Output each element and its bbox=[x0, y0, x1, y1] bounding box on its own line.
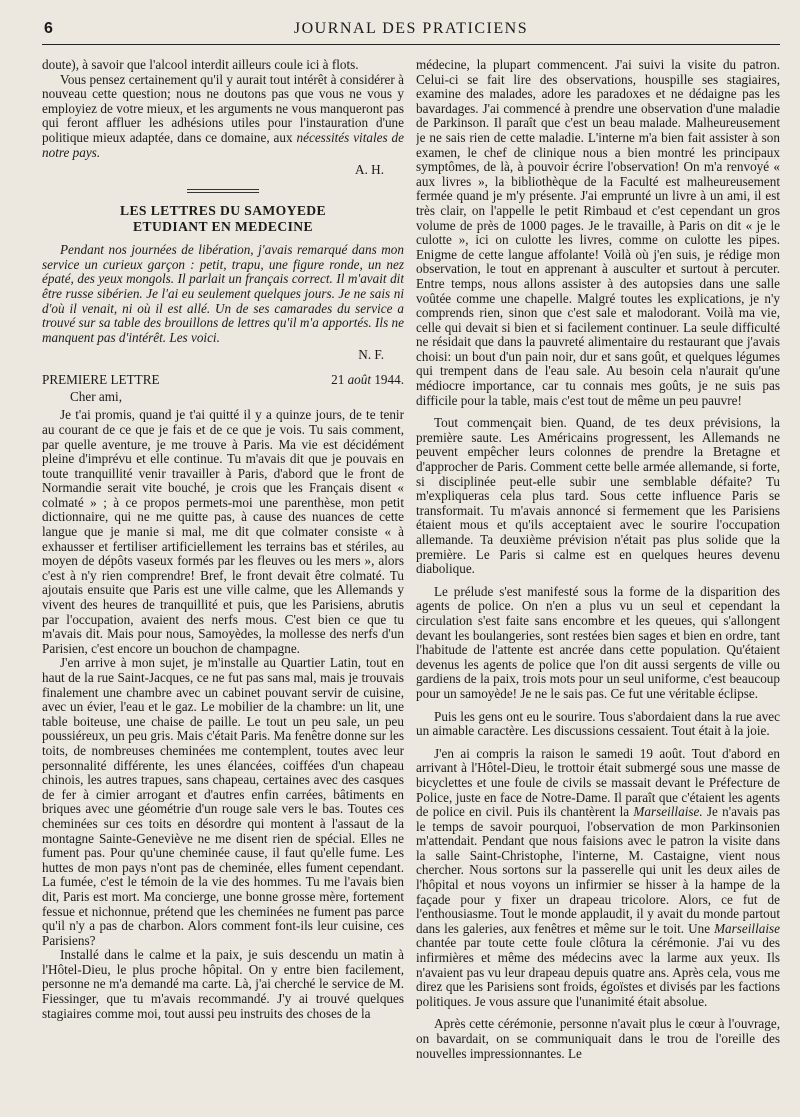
paragraph: Après cette cérémonie, personne n'avait plus le cœur à l'ouvrage, on bavardait, on se communiquait dans le trou de l'oreille des nouvelles impressionnantes. Le bbox=[416, 1016, 780, 1061]
right-column bbox=[416, 58, 780, 1117]
paragraph: Le prélude s'est manifesté sous la forme de la disparition des agents de police. On n'en a plus vu un seul et cependant la circulation s'est faite sans encombre et les queues, qui s'allongent devant les boulangeries, sont restées bien sages et bien en ordre, tant l'habitude de l'attente est ancrée dans cette population. Qu'étaient devenus les agents de police que l'on dit aussi sergents de ville ou gardiens de la paix, trois mots pour un seul uniforme, c'est beaucoup pour un samoyède! Je ne le sais pas. Ce fut une véritable éclipse. bbox=[416, 583, 780, 701]
paragraph: doute), à savoir que l'alcool interdit ailleurs coule ici à flots. bbox=[42, 58, 359, 72]
text-columns bbox=[42, 58, 780, 1117]
paragraph: Je t'ai promis, quand je t'ai quitté il y a quinze jours, de te tenir au courant de ce que je fais et de ce que je vois. Tu sais comment, par quelle aventure, je me trouve à Paris. Ma vie est décidément pleine d'imprévu et elle continue. Tu m'avais dit que je pouvais en toute tranquillité venir travailler à Paris, d'abord que le front de Normandie serait vite bouché, je crois que les Français disent « colmaté » ; à ce propos permets-moi une parenthèse, mon petit dictionnaire, qui ne me quitte pas, à cause des nuances de cette langue que je manie si mal, me dit que colmater consiste « à exhausser et fertiliser artificiellement les terrains bas et stériles, au moyen de dépôts vaseux formés par les fleuves ou les mers », alors c'est à n'y rien comprendre! Bref, le front devait être colmaté. Tu ajoutais ensuite que Paris est une ville calme, que les Allemands y vivent des heures de tranquillité et puis, que les Parisiens, abrutis par l'occupation, avaient des nerfs mous. C'est bien ce que tu m'avais dit. Mais pour nous, Samoyèdes, la mollesse des nerfs d'un Parisien, c'est encore un bouchon de champagne. bbox=[42, 407, 404, 656]
signature-nf: N. F. bbox=[358, 347, 384, 363]
section-title: PREMIERE LETTRE bbox=[42, 372, 160, 388]
separator-rule bbox=[187, 189, 259, 193]
paragraph: J'en ai compris la raison le samedi 19 août. Tout d'abord en arrivant à l'Hôtel-Dieu, le trottoir était submergé sous une masse de bicyclettes et une foule de civils se massait devant le Préfecture de Police, juste en face de Notre-Dame. Il paraît que c'étaient les agents de police en civil. Puis ils chantèrent la Marseillaise. Je n'avais pas le temps de savoir pourquoi, l'observation de mon Parkinsonien m'attendait. Pendant que nous faisions avec le patron la visite dans la salle Saint-Christophe, l'interne, M. Castaigne, vient nous chercher. Nous sortons sur la passerelle qui unit les deux ailes de l'hôpital et nous voyons un infirmier se hisser à la hampe de la façade pour y fixer un drapeau tricolore. Alors, ce fut de l'enthousiasme. Tout le monde applaudit, il y avait du monde partout dans les galeries, aux fenêtres et même sur le toit. Une Marseillaise chantée par toute cette foule clôtura la cérémonie. J'ai vu des infirmières et même des médecins avec la larme aux yeux. Ils n'avaient pas vu leur drapeau depuis quatre ans. Après cela, vous me direz que les Parisiens sont froids, égoïstes et divisés par les factions politiques. Je vous assure que l'unanimité était absolue. bbox=[416, 745, 780, 1009]
signature-ah: A. H. bbox=[355, 162, 384, 178]
article-title: LES LETTRES DU SAMOYEDE bbox=[120, 203, 326, 219]
left-column bbox=[42, 58, 404, 1117]
paragraph: médecine, la plupart commencent. J'ai suivi la visite du patron. Celui-ci se fait lire des observations, houspille ses stagiaires, examine des malades, adore les paradoxes et ne dédaigne pas les bavardages. J'ai commencé à prendre une observation d'une maladie de Parkinson. Il paraît que c'est un beau malade. Malheureusement je ne sais rien de cette maladie. L'interne m'a bien fait assister à son examen, le chef de clinique nous a bien montré les principaux symptômes, de là, à pouvoir écrire l'observation! On m'a renvoyé « aux livres », la bibliothèque de la Faculté est malheureusement fermée quand je m'y présente. J'ai emprunté un livre à un ami, il est très clair, on l'appelle le petit Rimbaud et c'est cependant un gros volume de près de 1000 pages. Je le travaille, à Paris on dit « je le culotte », ici on culotte les livres, comme on culotte les pipes. Enigme de cette langue affolante! Voilà où j'en suis, je rédige mon observation, le tout en apprenant à ausculter et surtout à percuter. Entre temps, nous allons assister à des autopsies dans une salle voûtée comme une chapelle. Malgré toutes les explications, je n'y comprends rien, sinon que c'est sale et malodorant. Voilà ma vie, celle qui devait si bien et si facilement continuer. La seule difficulté ne résidait que dans la pauvreté alimentaire du restaurant que j'avais choisi: un bout d'un pain noir, dur et sans goût, et quelques légumes qui trempent dans de l'eau sale. Au besoin cela n'aurait qu'une médiocre importance, car tu connais mes goûts, je ne suis pas difficile pour la table, mais c'est tout de même un peu pauvre! bbox=[416, 58, 780, 408]
salutation: Cher ami, bbox=[70, 389, 123, 405]
paragraph: Vous pensez certainement qu'il y aurait tout intérêt à considérer à nouveau cette question; nous ne doutons pas que vous ne vous y employiez de votre mieux, et les arguments ne vous manqueront pas qui feront affluer les adhésions utiles pour l'instauration d'une politique mieux adaptée, dans ce domaine, aux nécessités vitales de notre pays. bbox=[42, 71, 404, 160]
letter-date: 21 août 1944. bbox=[331, 372, 404, 388]
page-number: 6 bbox=[44, 20, 53, 37]
paragraph: Puis les gens ont eu le sourire. Tous s'abordaient dans la rue avec un aimable caractère. Les discussions cessaient. Tout était à la joie. bbox=[416, 708, 780, 739]
section-heading-row bbox=[42, 372, 404, 387]
article-intro: Pendant nos journées de libération, j'avais remarqué dans mon service un curieux garçon : petit, trapu, une figure ronde, un nez épaté, des yeux mongols. Il parlait un français correct. Il m'avait dit être russe sibérien. Je l'ai eu seulement quelques jours. Je ne sais ni d'où il venait, ni où il est allé. Un de ses camarades du service a trouvé sur sa table des brouillons de lettres qu'il m'a apportés. Ils ne manquent pas d'intérêt. Les voici. bbox=[42, 242, 404, 345]
article-subtitle: ETUDIANT EN MEDECINE bbox=[133, 219, 313, 235]
paragraph: Installé dans le calme et la paix, je suis descendu un matin à l'Hôtel-Dieu, le plus proche hôpital. On y entre bien facilement, personne ne m'a demandé ma carte. Là, j'ai cherché le service de M. Fiessinger, que tu m'avais recommandé. J'y ai trouvé quelques stagiaires comme moi, tout aussi peu instruits des choses de la bbox=[42, 947, 404, 1021]
paragraph: Tout commençait bien. Quand, de tes deux prévisions, la première saute. Les Américains progressent, les Allemands ne peuvent empêcher leurs colonnes de prendre la Bretagne et d'approcher de Paris. Comment cette belle armée allemande, si forte, si disciplinée peut-elle subir une semblable défaite? Tu m'expliqueras cela plus tard. Sous cette influence Paris se transformait. Tu m'avais annoncé si fermement que les Parisiens étaient mous et qu'ils acceptaient avec le sourire l'occupation allemande. Ta deuxième prévision n'était pas plus solide que la première. Le Paris si calme est en quelques heures devenu diabolique. bbox=[416, 415, 780, 577]
paragraph: J'en arrive à mon sujet, je m'installe au Quartier Latin, tout en haut de la rue Saint-Jacques, ce ne fut pas sans mal, mais je trouvais finalement une chambre avec un cabinet pouvant servir de cuisine, avec un évier, l'eau et le gaz. Le mobilier de la chambre: un lit, une table boiteuse, une chaise de paille. Le tout un peu sale, un peu poussiéreux, un peu gris. Mais c'était Paris. Ma fenêtre donne sur les toits, de nombreuses cheminées me contemplent, toutes avec leur personnalité différente, les unes élancées, coiffées d'un chapeau chinois, les autres trapues, sans chapeau, certaines avec des casques de fer à cimier arrogant et d'autres enfin carrées, bâtiments en briques avec une géométrie d'un rouge sale vers le bas. Toutes ces cheminées sur ces toits en désordre qui montent à l'assaut de la montagne Sainte-Geneviève ne me disent rien de spécial. Elles ne fument pas. Pour qu'une cheminée cause, il faut qu'elle fume. Les huttes de mon pays n'ont pas de cheminée, elles fument cependant. La fumée, c'est le témoin de la vie des hommes. Tu me l'avais bien dit, Paris est mort. Ma concierge, une bonne grosse mère, fortement fessue et nichonnue, prétend que les cheminées ne fument pas parce qu'il n'y a pas de charbon. Alors comment font-ils leur cuisine, ces Parisiens? bbox=[42, 655, 404, 948]
page-header bbox=[42, 14, 780, 45]
journal-title: JOURNAL DES PRATICIENS bbox=[293, 20, 529, 37]
